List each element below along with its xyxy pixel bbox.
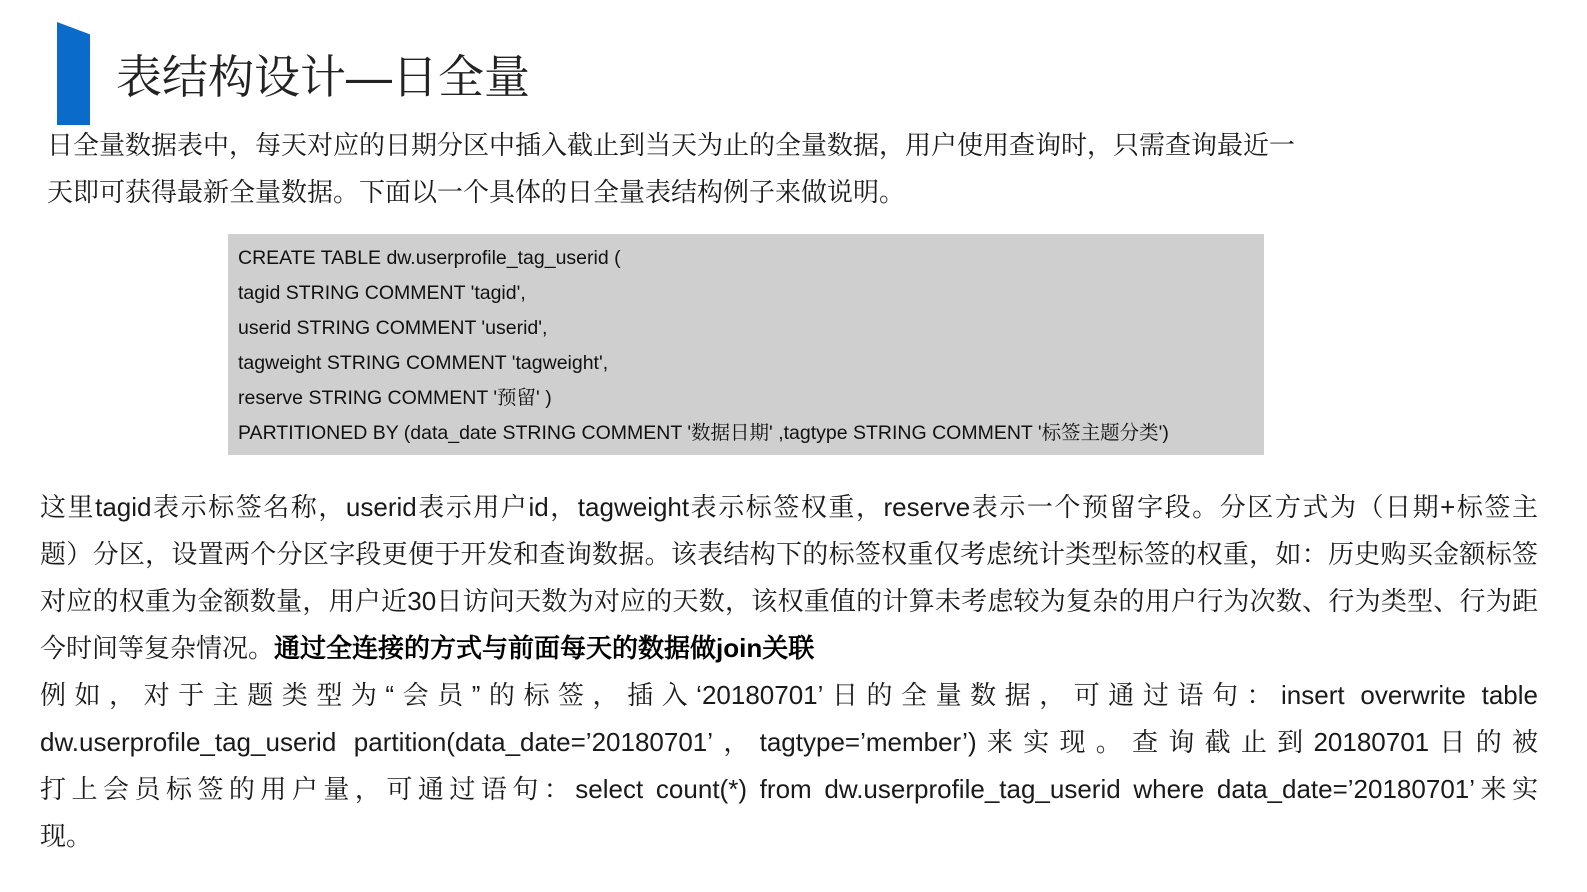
intro-line: 天即可获得最新全量数据。下面以一个具体的日全量表结构例子来做说明。 xyxy=(47,177,906,207)
explanation-line: 这里tagid表示标签名称，userid表示用户id，tagweight表示标签权重，reserve表示一个预留字段。分区方式为（日期+标签主 xyxy=(40,492,1538,522)
example-line: 例如，对于主题类型为“会员”的标签，插入‘20180701’日的全量数据，可通过语句：insert overwrite table xyxy=(40,680,1538,710)
explanation-line: 题）分区，设置两个分区字段更便于开发和查询数据。该表结构下的标签权重仅考虑统计类型标签的权重，如：历史购买金额标签 xyxy=(40,539,1538,569)
explanation-last-line xyxy=(40,625,1538,672)
code-line: PARTITIONED BY (data_date STRING COMMENT '数据日期' ,tagtype STRING COMMENT '标签主题分类') xyxy=(238,422,1169,444)
title-accent-bar xyxy=(57,22,90,125)
body-text xyxy=(40,484,1538,860)
example-line: dw.userprofile_tag_userid partition(data_date=’20180701’，tagtype=’member’)来实现。查询截止到20180701日的被 xyxy=(40,727,1538,757)
example-line: 打上会员标签的用户量，可通过语句：select count(*) from dw.userprofile_tag_userid where data_date=’20180701’来实 xyxy=(40,774,1538,804)
intro-line: 日全量数据表中，每天对应的日期分区中插入截止到当天为止的全量数据，用户使用查询时，只需查询最近一 xyxy=(47,130,1296,160)
explanation-paragraph xyxy=(40,484,1538,672)
slide-title: 表结构设计—日全量 xyxy=(116,51,530,103)
explanation-text: 今时间等复杂情况。 xyxy=(40,633,275,663)
intro-paragraph xyxy=(47,122,1537,216)
example-last-line: 现。 xyxy=(40,821,93,851)
code-line: tagweight STRING COMMENT 'tagweight', xyxy=(238,352,609,374)
code-line: userid STRING COMMENT 'userid', xyxy=(238,317,548,339)
explanation-line: 对应的权重为金额数量，用户近30日访问天数为对应的天数，该权重值的计算未考虑较为复杂的用户行为次数、行为类型、行为距 xyxy=(40,586,1538,616)
explanation-bold-text: 通过全连接的方式与前面每天的数据做join关联 xyxy=(274,633,815,663)
example-paragraph xyxy=(40,672,1538,860)
code-line: tagid STRING COMMENT 'tagid', xyxy=(238,282,526,304)
code-block xyxy=(228,234,1264,455)
code-line: CREATE TABLE dw.userprofile_tag_userid ( xyxy=(238,247,621,269)
code-line: reserve STRING COMMENT '预留' ) xyxy=(238,387,552,409)
